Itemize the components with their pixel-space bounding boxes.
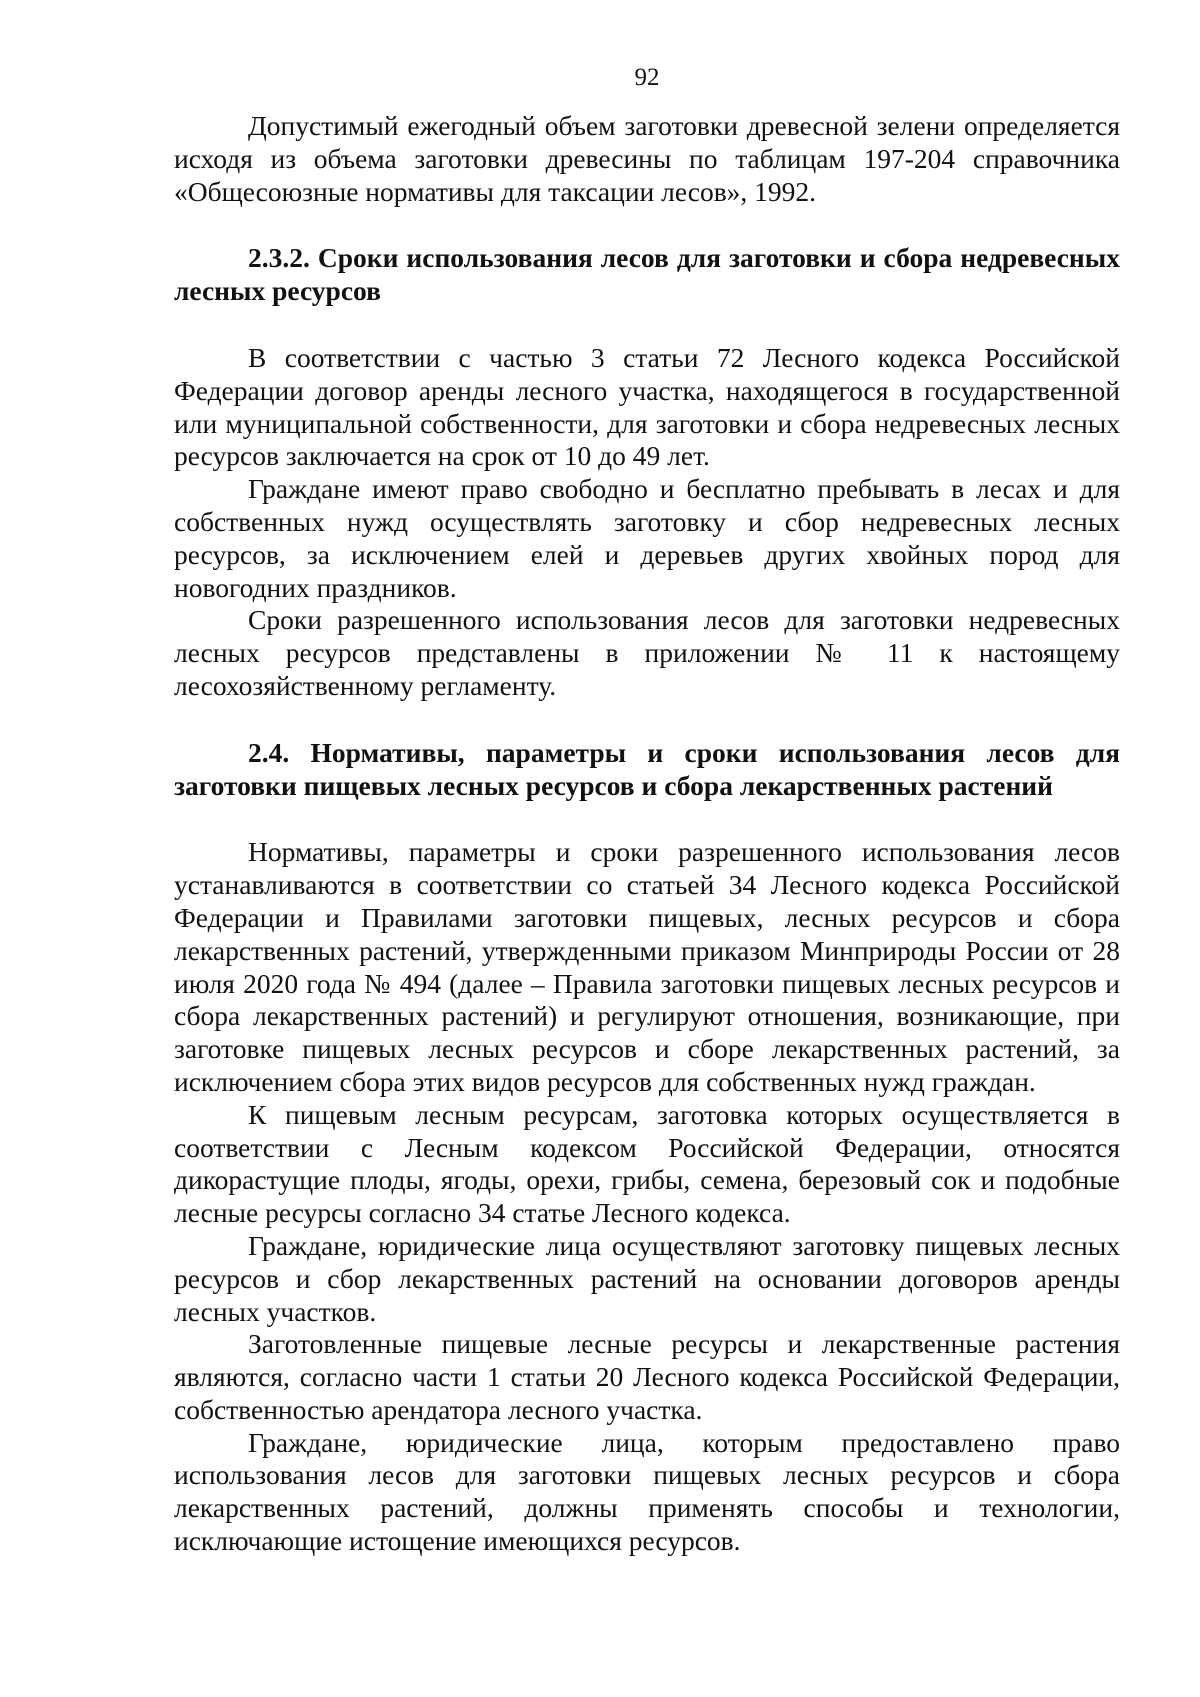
paragraph-norms-parameters: Нормативы, параметры и сроки разрешенного использования лесов устанавливаются в соответствии со статьей 34 Лесного кодекса Российской Федерации и Правилами заготовки пищевых, лесных ресурсов и сбора лекарственных растений, утвержденными приказом Минприроды России от 28 июля 2020 года № 494 (далее – Правила заготовки пищевых лесных ресурсов и сбора лекарственных растений) и регулируют отношения, возникающие, при заготовке пищевых лесных ресурсов и сборе лекарственных растений, за исключением сбора этих видов ресурсов для собственных нужд граждан. xyxy=(174,836,1120,1097)
paragraph-wood-greenery-volume: Допустимый ежегодный объем заготовки древесной зелени определяется исходя из объема заготовки древесины по таблицам 197-204 справочника «Общесоюзные нормативы для таксации лесов», 1992. xyxy=(174,110,1120,207)
section-heading-2-4: 2.4. Нормативы, параметры и сроки использования лесов для заготовки пищевых лесных ресурсов и сбора лекарственных растений xyxy=(174,736,1120,801)
paragraph-technologies: Граждане, юридические лица, которым предоставлено право использования лесов для заготовки пищевых лесных ресурсов и сбора лекарственных растений, должны применять способы и технологии, исключающие истощение имеющихся ресурсов. xyxy=(174,1426,1120,1557)
paragraph-appendix-11: Сроки разрешенного использования лесов для заготовки недревесных лесных ресурсов представлены в приложении № 11 к настоящему лесохозяйственному регламенту. xyxy=(174,604,1120,701)
paragraph-ownership: Заготовленные пищевые лесные ресурсы и лекарственные растения являются, согласно части 1 статьи 20 Лесного кодекса Российской Федерации, собственностью арендатора лесного участка. xyxy=(174,1328,1120,1425)
paragraph-lease-term: В соответствии с частью 3 статьи 72 Лесного кодекса Российской Федерации договор аренды лесного участка, находящегося в государственной или муниципальной собственности, для заготовки и сбора недревесных лесных ресурсов заключается на срок от 10 до 49 лет. xyxy=(174,341,1120,472)
section-heading-2-3-2: 2.3.2. Сроки использования лесов для заготовки и сбора недревесных лесных ресурсов xyxy=(174,242,1120,307)
paragraph-lease-basis: Граждане, юридические лица осуществляют заготовку пищевых лесных ресурсов и сбор лекарственных растений на основании договоров аренды лесных участков. xyxy=(174,1229,1120,1327)
document-page xyxy=(174,62,1120,1558)
paragraph-food-resources-definition: К пищевым лесным ресурсам, заготовка которых осуществляется в соответствии с Лесным кодексом Российской Федерации, относятся дикорастущие плоды, ягоды, орехи, грибы, семена, березовый сок и подобные лесные ресурсы согласно 34 статье Лесного кодекса. xyxy=(174,1098,1120,1229)
page-number: 92 xyxy=(634,64,660,91)
paragraph-citizens-rights: Граждане имеют право свободно и бесплатно пребывать в лесах и для собственных нужд осуществлять заготовку и сбор недревесных лесных ресурсов, за исключением елей и деревьев других хвойных пород для новогодних праздников. xyxy=(174,473,1120,603)
